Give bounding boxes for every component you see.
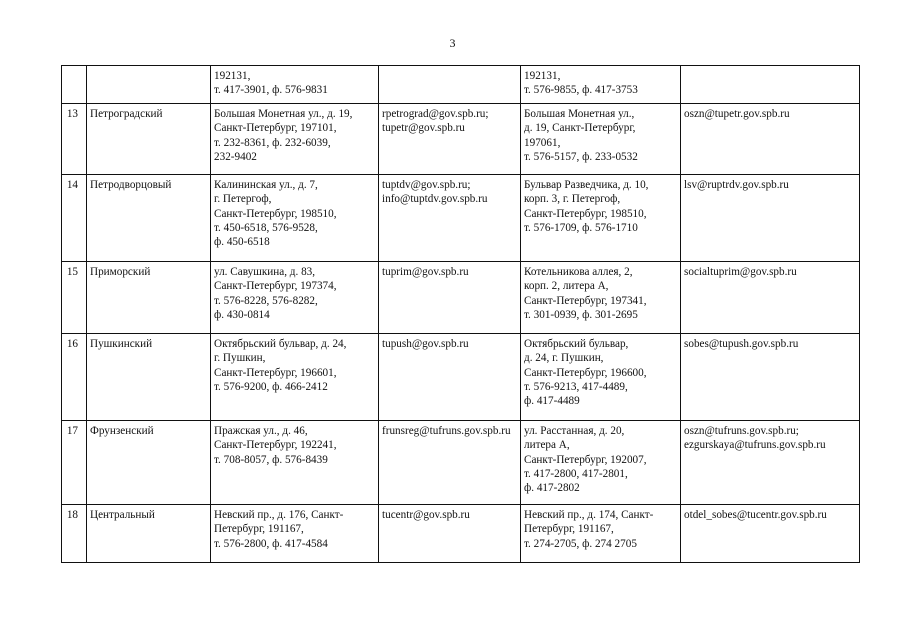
district-name: Фрунзенский [87, 420, 211, 504]
administration-address: 192131, т. 417-3901, ф. 576-9831 [211, 66, 379, 104]
administration-email: rpetrograd@gov.spb.ru; tupetr@gov.spb.ru [379, 103, 521, 174]
administration-email: tuptdv@gov.spb.ru; info@tuptdv.gov.spb.ru [379, 174, 521, 261]
administration-address: Невский пр., д. 176, Санкт- Петербург, 191167, т. 576-2800, ф. 417-4584 [211, 504, 379, 562]
page-number: 3 [449, 36, 456, 50]
social-department-address: Большая Монетная ул., д. 19, Санкт-Петербург, 197061, т. 576-5157, ф. 233-0532 [521, 103, 681, 174]
administration-email: tupush@gov.spb.ru [379, 333, 521, 420]
administration-email: tucentr@gov.spb.ru [379, 504, 521, 562]
table-row [62, 66, 860, 104]
social-department-email: otdel_sobes@tucentr.gov.spb.ru [681, 504, 860, 562]
administration-address: ул. Савушкина, д. 83, Санкт-Петербург, 197374, т. 576-8228, 576-8282, ф. 430-0814 [211, 261, 379, 333]
table-row [62, 174, 860, 261]
row-number [62, 66, 87, 104]
social-department-address: 192131, т. 576-9855, ф. 417-3753 [521, 66, 681, 104]
social-department-address: Котельникова аллея, 2, корп. 2, литера А, Санкт-Петербург, 197341, т. 301-0939, ф. 301-2695 [521, 261, 681, 333]
social-department-address: Невский пр., д. 174, Санкт- Петербург, 191167, т. 274-2705, ф. 274 2705 [521, 504, 681, 562]
social-department-email: socialtuprim@gov.spb.ru [681, 261, 860, 333]
row-number: 15 [62, 261, 87, 333]
row-number: 16 [62, 333, 87, 420]
administration-address: Пражская ул., д. 46, Санкт-Петербург, 192241, т. 708-8057, ф. 576-8439 [211, 420, 379, 504]
table-row [62, 420, 860, 504]
administration-address: Большая Монетная ул., д. 19, Санкт-Петербург, 197101, т. 232-8361, ф. 232-6039, 232-9402 [211, 103, 379, 174]
district-name: Петродворцовый [87, 174, 211, 261]
table-row [62, 261, 860, 333]
row-number: 17 [62, 420, 87, 504]
table-row [62, 103, 860, 174]
social-department-email: lsv@ruptrdv.gov.spb.ru [681, 174, 860, 261]
district-name: Центральный [87, 504, 211, 562]
administration-email: tuprim@gov.spb.ru [379, 261, 521, 333]
district-name: Приморский [87, 261, 211, 333]
district-name: Петроградский [87, 103, 211, 174]
administration-email: frunsreg@tufruns.gov.spb.ru [379, 420, 521, 504]
row-number: 14 [62, 174, 87, 261]
social-department-address: Октябрьский бульвар, д. 24, г. Пушкин, Санкт-Петербург, 196600, т. 576-9213, 417-4489, ф. 417-4489 [521, 333, 681, 420]
table-row [62, 333, 860, 420]
table-row [62, 504, 860, 562]
administration-address: Калининская ул., д. 7, г. Петергоф, Санкт-Петербург, 198510, т. 450-6518, 576-9528, ф. 450-6518 [211, 174, 379, 261]
social-department-email: sobes@tupush.gov.spb.ru [681, 333, 860, 420]
district-contacts-table [61, 65, 860, 563]
social-department-email: oszn@tufruns.gov.spb.ru; ezgurskaya@tufruns.gov.spb.ru [681, 420, 860, 504]
table-right-border [859, 65, 860, 561]
social-department-address: ул. Расстанная, д. 20, литера А, Санкт-Петербург, 192007, т. 417-2800, 417-2801, ф. 417-2802 [521, 420, 681, 504]
social-department-address: Бульвар Разведчика, д. 10, корп. 3, г. Петергоф, Санкт-Петербург, 198510, т. 576-1709, ф. 576-1710 [521, 174, 681, 261]
district-name [87, 66, 211, 104]
row-number: 13 [62, 103, 87, 174]
administration-address: Октябрьский бульвар, д. 24, г. Пушкин, Санкт-Петербург, 196601, т. 576-9200, ф. 466-2412 [211, 333, 379, 420]
row-number: 18 [62, 504, 87, 562]
district-name: Пушкинский [87, 333, 211, 420]
social-department-email: oszn@tupetr.gov.spb.ru [681, 103, 860, 174]
social-department-email [681, 66, 860, 104]
administration-email [379, 66, 521, 104]
